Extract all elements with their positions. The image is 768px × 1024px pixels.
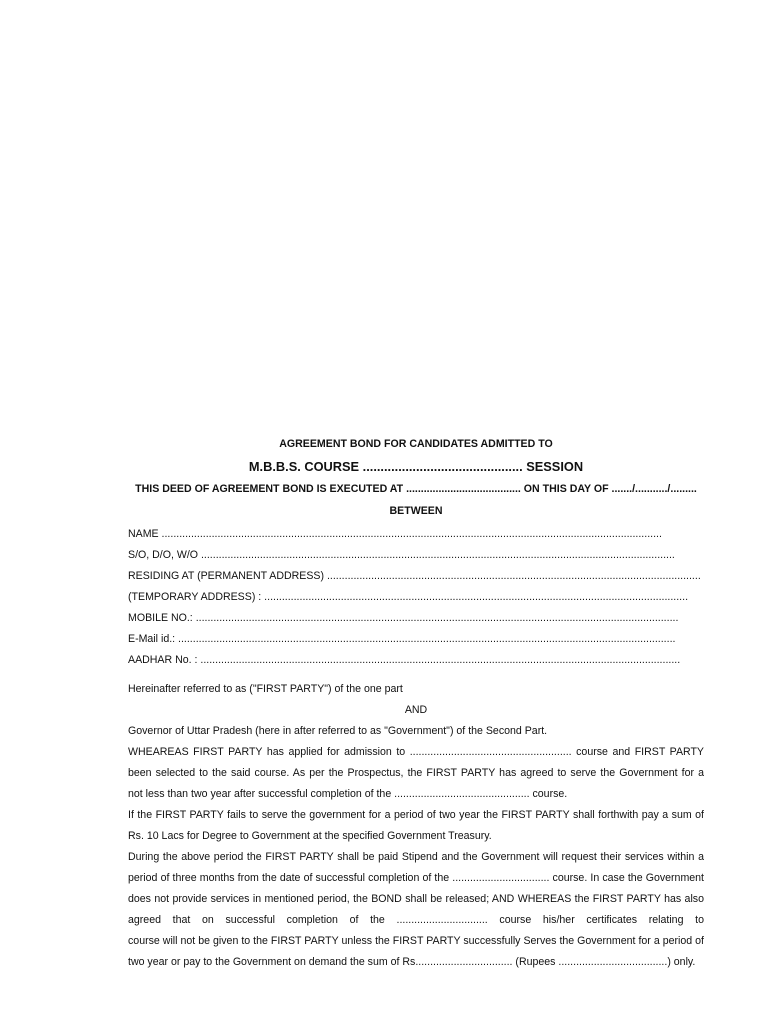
paragraph-line: Rs. 10 Lacs for Degree to Government at the specified Government Treasury.: [128, 830, 492, 842]
between-heading: BETWEEN: [389, 505, 443, 517]
party-details-fields: [128, 524, 704, 671]
relation-field: S/O, D/O, W/O .................................................................................................................................................................: [128, 549, 675, 561]
paragraph-line: period of three months from the date of successful completion of the ................................. course. In case the Government: [128, 872, 704, 884]
bond-title: AGREEMENT BOND FOR CANDIDATES ADMITTED TO: [279, 438, 553, 450]
deed-execution-line: THIS DEED OF AGREEMENT BOND IS EXECUTED AT ....................................... ON THIS DAY OF ......./.........../.........: [135, 483, 697, 495]
paragraph-line: been selected to the said course. As per the Prospectus, the FIRST PARTY has agreed to serve the Government for a: [128, 767, 704, 779]
paragraph-line: two year or pay to the Government on demand the sum of Rs................................. (Rupees .....................................) only.: [128, 956, 696, 968]
failure-clause-paragraph: [128, 805, 704, 847]
second-party-line: Governor of Uttar Pradesh (here in after referred to as "Government") of the Second Part.: [128, 725, 548, 737]
paragraph-line: If the FIRST PARTY fails to serve the government for a period of two year the FIRST PARTY shall forthwith pay a sum of: [128, 809, 704, 821]
email-field: E-Mail id.: .........................................................................................................................................................................: [128, 633, 676, 645]
permanent-address-field: RESIDING AT (PERMANENT ADDRESS) ...............................................................................................................................: [128, 570, 701, 582]
name-field: NAME ..........................................................................................................................................................................: [128, 528, 662, 540]
mobile-field: MOBILE NO.: ....................................................................................................................................................................: [128, 612, 679, 624]
whereas-paragraph: [128, 742, 704, 805]
paragraph-line: not less than two year after successful completion of the .............................................. course.: [128, 788, 568, 800]
temporary-address-field: (TEMPORARY ADDRESS) : ................................................................................................................................................: [128, 591, 689, 603]
paragraph-line: course will not be given to the FIRST PARTY unless the FIRST PARTY successfully Serves the Government for a period of: [128, 935, 704, 947]
first-party-line: Hereinafter referred to as ("FIRST PARTY") of the one part: [128, 683, 403, 695]
paragraph-line: does not provide services in mentioned period, the BOND shall be released; AND WHEREAS the FIRST PARTY has also: [128, 893, 704, 905]
stipend-clause-paragraph: [128, 847, 704, 973]
paragraph-line: WHEAREAS FIRST PARTY has applied for admission to ....................................................... course and FIRST PARTY: [128, 746, 704, 758]
and-separator: AND: [404, 704, 428, 716]
aadhar-field: AADHAR No. : ...................................................................................................................................................................: [128, 654, 681, 666]
paragraph-line: During the above period the FIRST PARTY shall be paid Stipend and the Government will request their services within a: [128, 851, 704, 863]
agreement-bond-document: [128, 436, 704, 973]
course-session-title: M.B.B.S. COURSE ............................................. SESSION: [248, 459, 584, 474]
paragraph-line: agreed that on successful completion of the ............................... course his/her certificates relating to: [128, 914, 704, 926]
